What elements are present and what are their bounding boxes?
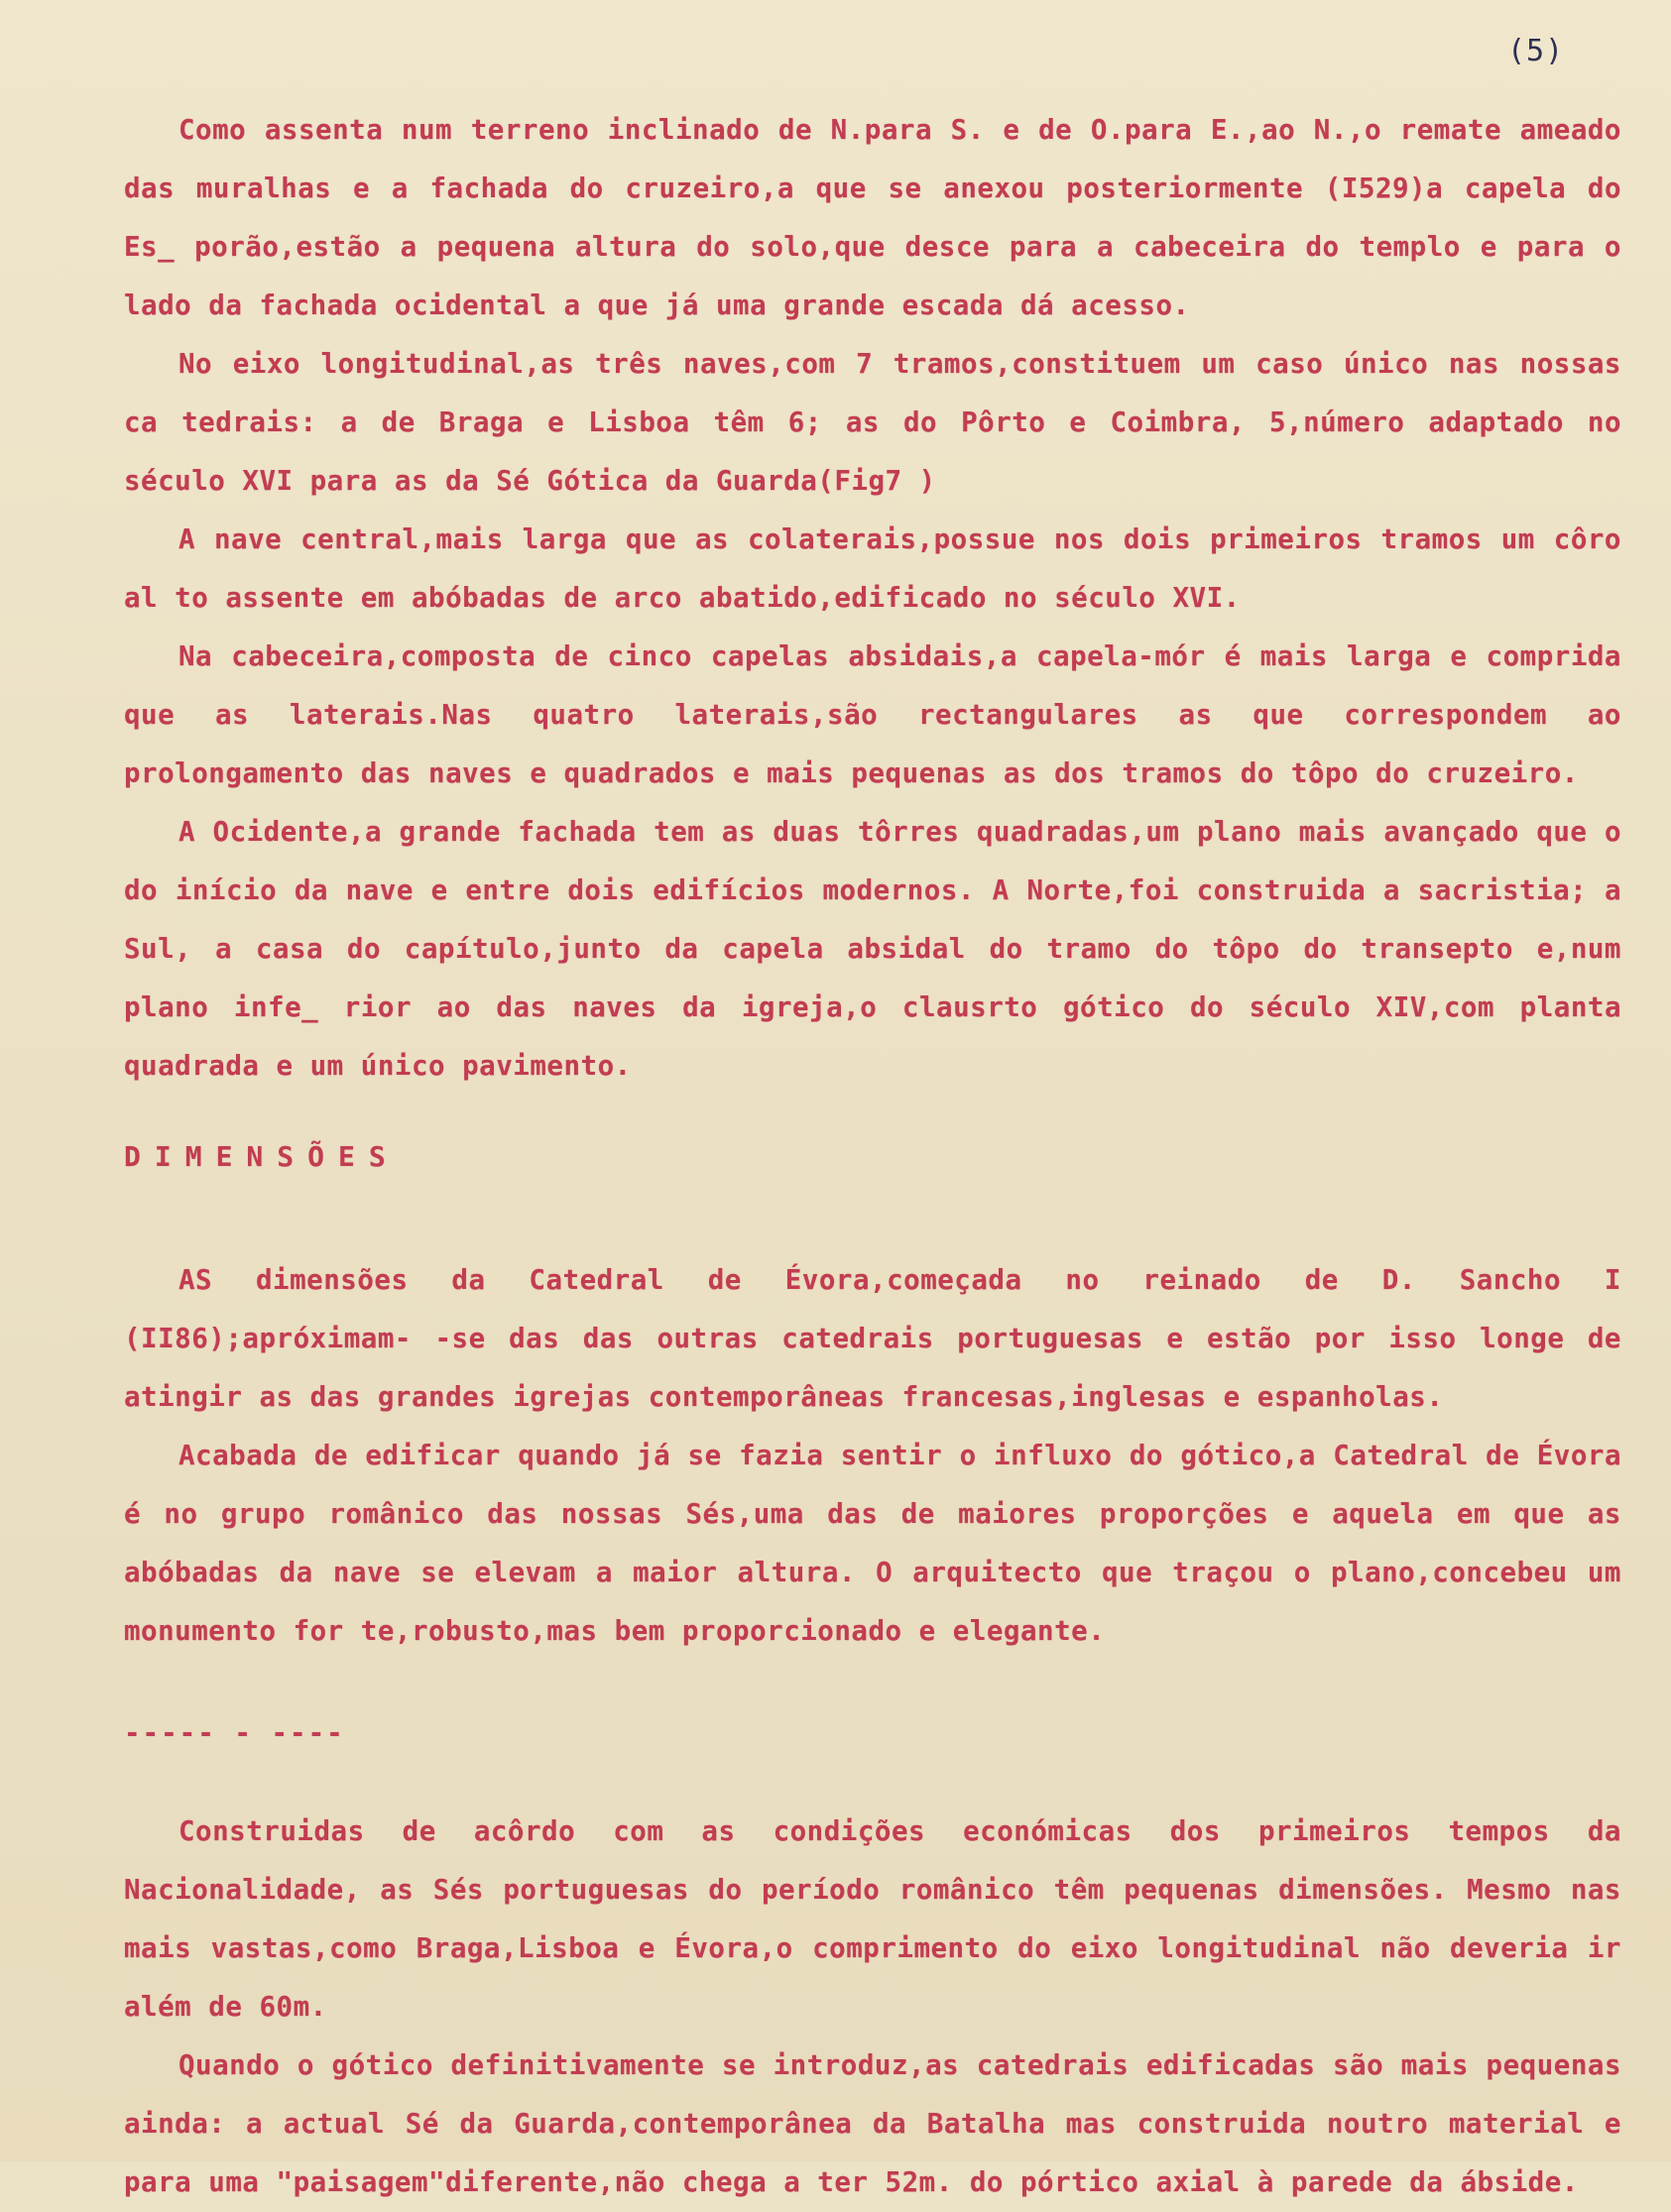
paragraph-gotico-guarda: Quando o gótico definitivamente se introduz,as catedrais edificadas são mais pequenas ainda: a actual Sé da Guarda,contemporânea da Batalha mas construida noutro material e para uma "paisagem"diferente,não chega a ter 52m. do pórtico axial à parede da ábside. xyxy=(124,2049,1621,2198)
section-separator: ----- - ---- xyxy=(124,1717,345,1749)
paragraph-condicoes-economicas: Construidas de acôrdo com as condições económicas dos primeiros tempos da Nacionalidade, as Sés portuguesas do período românico têm pequenas dimensões. Mesmo nas mais vastas,como Braga,Lisboa e Évora,o comprimento do eixo longitudinal não deveria ir além de 60m. xyxy=(124,1815,1621,2023)
paragraph-fachada: A Ocidente,a grande fachada tem as duas tôrres quadradas,um plano mais avançado que o do início da nave e entre dois edifícios modernos. A Norte,foi construida a sacristia; a Sul, a casa do capítulo,junto da capela absidal do tramo do tôpo do transepto e,num plano infe_ rior ao das naves da igreja,o clausrto gótico do século XIV,com planta quadrada e um único pavimento. xyxy=(124,816,1621,1082)
paragraph-dimensoes-catedral: AS dimensões da Catedral de Évora,começada no reinado de D. Sancho I (II86);apróximam- -se das das outras catedrais portuguesas e estão por isso longe de atingir as das grandes igrejas contemporâneas francesas,inglesas e espanholas. xyxy=(124,1264,1621,1413)
paragraph-cabeceira: Na cabeceira,composta de cinco capelas absidais,a capela-mór é mais larga e comprida que as laterais.Nas quatro laterais,são rectangulares as que correspondem ao prolongamento das naves e quadrados e mais pequenas as dos tramos do tôpo do cruzeiro. xyxy=(124,640,1621,789)
typewritten-body xyxy=(124,101,1621,2212)
paragraph-nave-central: A nave central,mais larga que as colaterais,possue nos dois primeiros tramos um côro al to assente em abóbadas de arco abatido,edificado no século XVI. xyxy=(124,524,1621,614)
page-number: (5) xyxy=(1507,34,1565,68)
paragraph-influxo-gotico: Acabada de edificar quando já se fazia sentir o influxo do gótico,a Catedral de Évora é no grupo românico das nossas Sés,uma das de maiores proporções e aquela em que as abóbadas da nave se elevam a maior altura. O arquitecto que traçou o plano,concebeu um monumento for te,robusto,mas bem proporcionado e elegante. xyxy=(124,1440,1621,1647)
paragraph-naves-tramos: No eixo longitudinal,as três naves,com 7 tramos,constituem um caso único nas nossas ca tedrais: a de Braga e Lisboa têm 6; as do Pôrto e Coimbra, 5,número adaptado no século XVI para as da Sé Gótica da Guarda(Fig7 ) xyxy=(124,348,1621,497)
section-heading-dimensoes: DIMENSÕES xyxy=(124,1140,400,1173)
paragraph-site-slope: Como assenta num terreno inclinado de N.para S. e de O.para E.,ao N.,o remate ameado das muralhas e a fachada do cruzeiro,a que se anexou posteriormente (I529)a capela do Es_ porão,estão a pequena altura do solo,que desce para a cabeceira do templo e para o lado da fachada ocidental a que já uma grande escada dá acesso. xyxy=(124,114,1621,321)
